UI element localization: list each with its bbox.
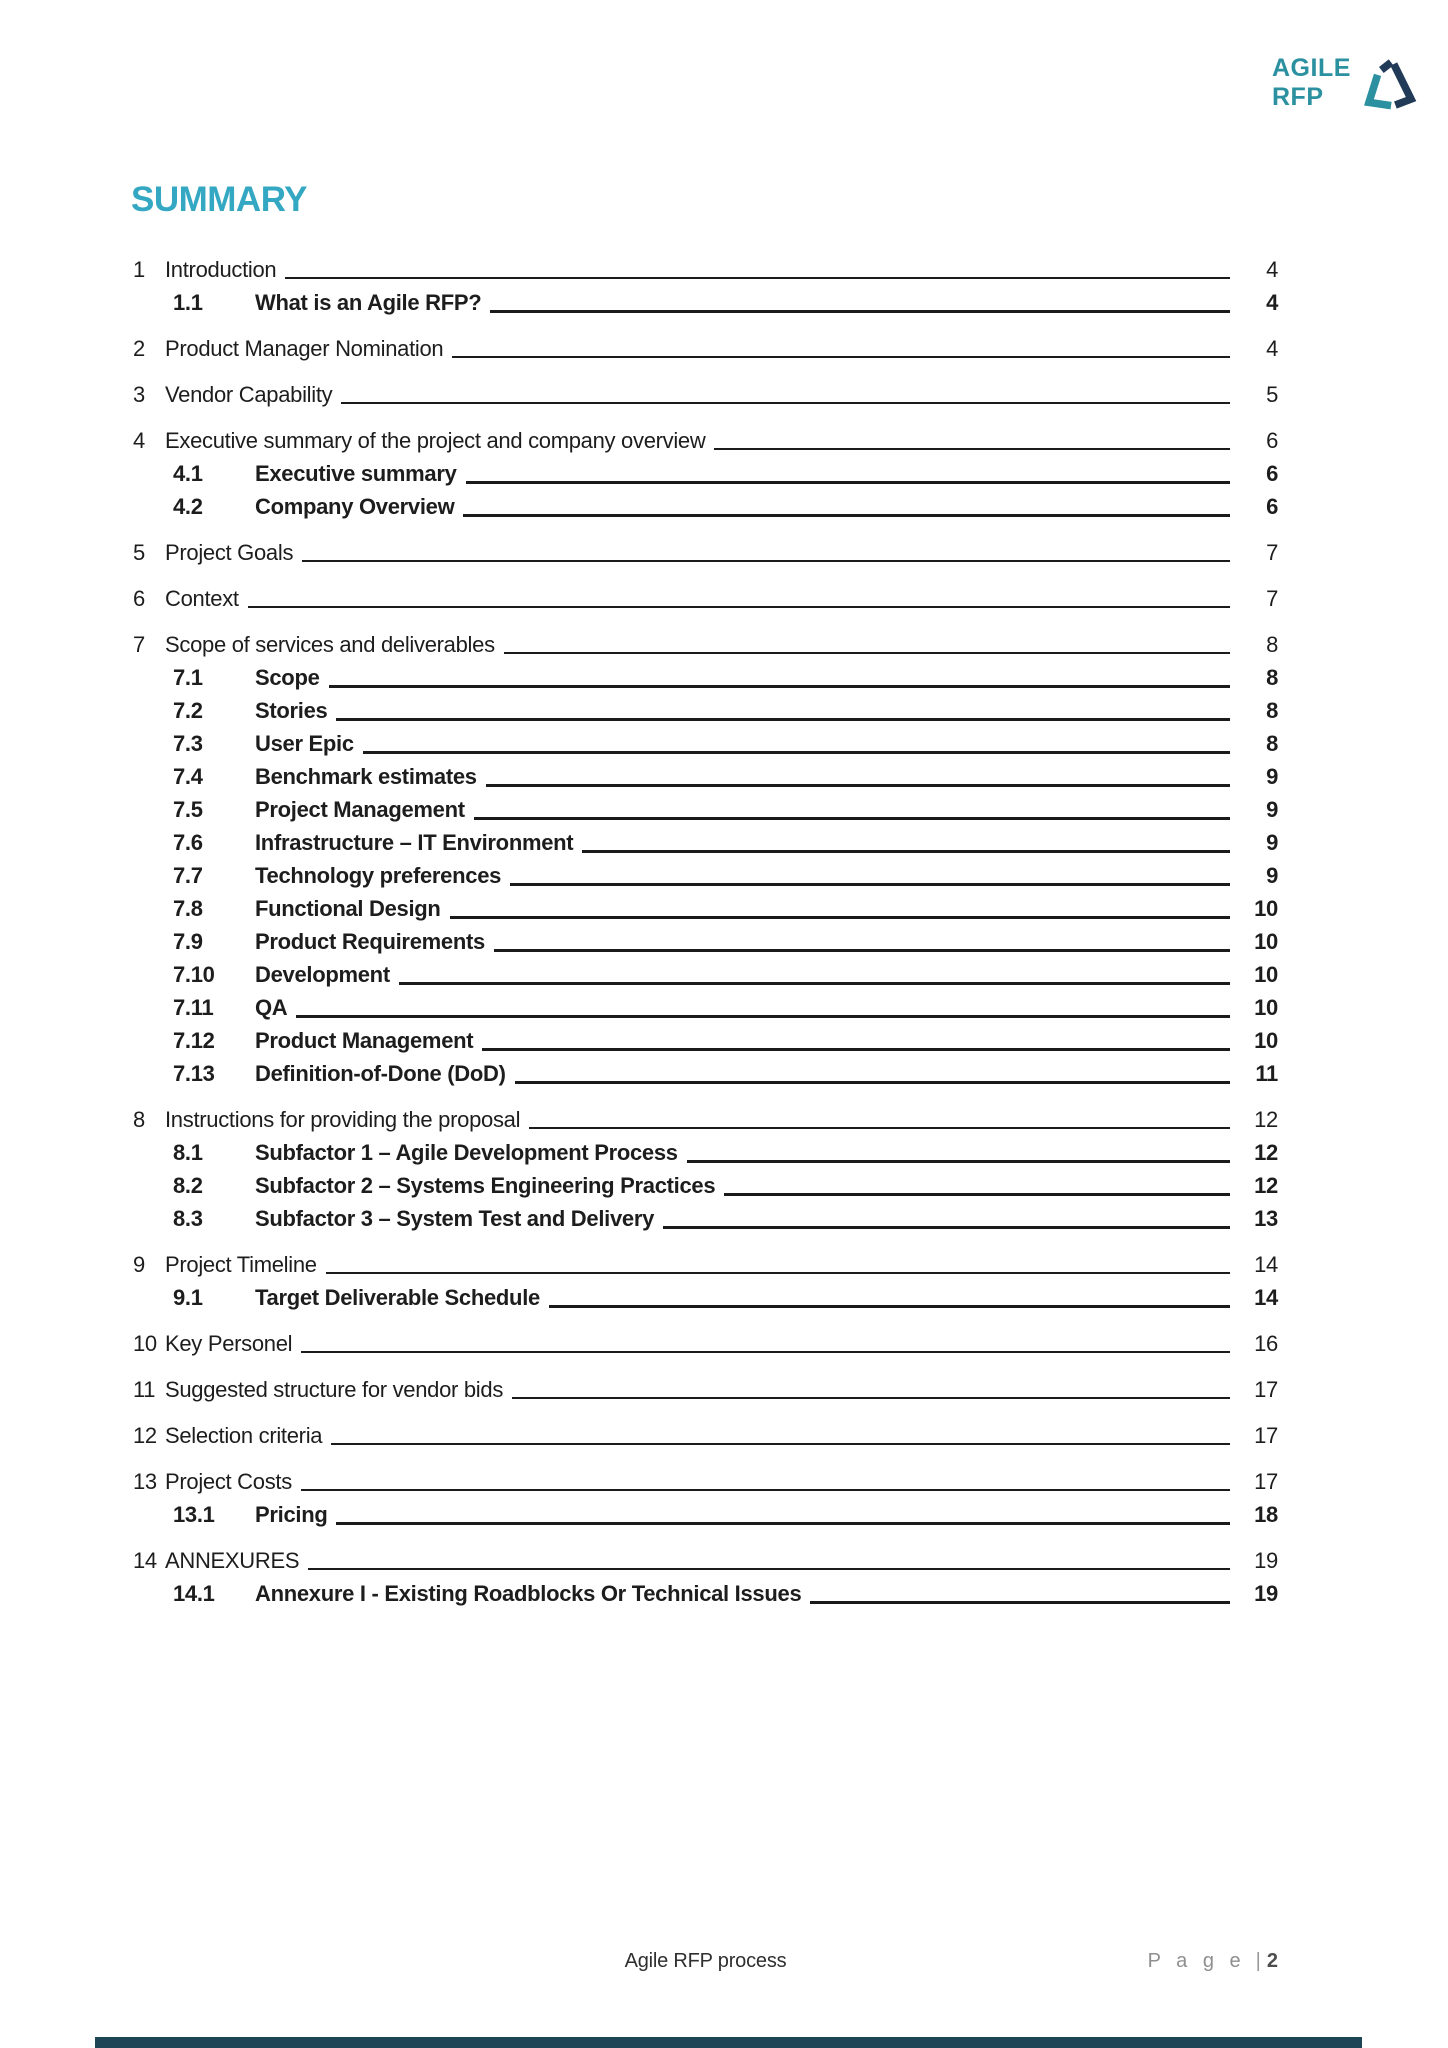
toc-entry-label: What is an Agile RFP? — [255, 290, 482, 315]
toc-entry-page: 6 — [1266, 428, 1278, 453]
toc-entry — [133, 661, 1278, 694]
toc-leader-line — [490, 310, 1230, 313]
toc-leader-line — [296, 1015, 1230, 1018]
toc-entry-page: 10 — [1254, 896, 1278, 921]
toc-entry — [133, 892, 1278, 925]
toc-entry-number: 7.6 — [173, 830, 203, 855]
toc-entry-label: Scope of services and deliverables — [165, 632, 495, 657]
toc-entry-label: Product Manager Nomination — [165, 336, 444, 361]
footer-page-label — [1148, 1950, 1278, 1973]
toc-entry — [133, 1373, 1278, 1406]
toc-entry-number: 7.4 — [173, 764, 203, 789]
toc-leader-line — [336, 718, 1230, 721]
toc-entry-page: 12 — [1254, 1107, 1278, 1132]
toc-entry-label: Development — [255, 962, 390, 987]
toc-leader-line — [474, 817, 1230, 820]
toc-entry-number: 8.3 — [173, 1206, 203, 1231]
toc-entry-label: Project Management — [255, 797, 465, 822]
toc-entry-number: 14.1 — [173, 1581, 215, 1606]
toc-entry-label: Executive summary of the project and company overview — [165, 428, 706, 453]
toc-leader-line — [494, 949, 1230, 952]
toc-entry-label: Definition-of-Done (DoD) — [255, 1061, 506, 1086]
toc-entry-page: 9 — [1266, 764, 1278, 789]
toc-entry — [133, 826, 1278, 859]
toc-entry-label: Suggested structure for vendor bids — [165, 1377, 504, 1402]
toc-entry-page: 6 — [1266, 494, 1278, 519]
toc-entry-page: 8 — [1266, 731, 1278, 756]
toc-entry — [133, 424, 1278, 457]
toc-leader-line — [326, 1272, 1230, 1274]
toc-entry — [133, 859, 1278, 892]
toc-entry-label: Infrastructure – IT Environment — [255, 830, 574, 855]
toc-entry-label: Product Management — [255, 1028, 474, 1053]
toc-entry-label: Subfactor 2 – Systems Engineering Practices — [255, 1173, 716, 1198]
toc-leader-line — [687, 1160, 1230, 1163]
toc-entry — [133, 1465, 1278, 1498]
toc-leader-line — [301, 1489, 1230, 1491]
toc-entry-page: 8 — [1266, 665, 1278, 690]
toc-leader-line — [285, 277, 1230, 279]
toc-leader-line — [466, 481, 1230, 484]
toc-entry — [133, 958, 1278, 991]
toc-entry-page: 9 — [1266, 830, 1278, 855]
toc-entry-number: 7.5 — [173, 797, 203, 822]
toc-entry-label: Key Personel — [165, 1331, 293, 1356]
toc-entry-label: Product Requirements — [255, 929, 485, 954]
footer-page-separator: | — [1255, 1950, 1261, 1972]
toc-leader-line — [399, 982, 1230, 985]
logo-wordmark — [1272, 54, 1351, 112]
toc-entry — [133, 727, 1278, 760]
toc-entry — [133, 1419, 1278, 1452]
toc-entry-number: 11 — [133, 1377, 156, 1402]
toc-entry-label: Subfactor 1 – Agile Development Process — [255, 1140, 678, 1165]
toc-entry-number: 8 — [133, 1107, 145, 1132]
toc-leader-line — [452, 356, 1230, 358]
toc-entry — [133, 1248, 1278, 1281]
toc-entry-number: 9 — [133, 1252, 145, 1277]
toc-entry-page: 7 — [1266, 540, 1278, 565]
toc-entry-page: 5 — [1266, 382, 1278, 407]
toc-entry-page: 17 — [1254, 1423, 1278, 1448]
footer-page-number: 2 — [1266, 1950, 1278, 1972]
toc-entry-label: Target Deliverable Schedule — [255, 1285, 540, 1310]
toc-leader-line — [329, 685, 1230, 688]
toc-entry-label: Introduction — [165, 257, 277, 282]
toc-entry-page: 10 — [1254, 1028, 1278, 1053]
toc-entry — [133, 1498, 1278, 1531]
toc-leader-line — [331, 1443, 1230, 1445]
toc-entry-number: 7.12 — [173, 1028, 215, 1053]
toc-entry-number: 1 — [133, 257, 145, 282]
toc-leader-line — [510, 883, 1230, 886]
toc-entry — [133, 1577, 1278, 1610]
toc-leader-line — [810, 1601, 1230, 1604]
toc-entry-number: 4 — [133, 428, 145, 453]
toc-entry-number: 3 — [133, 382, 145, 407]
toc-entry — [133, 378, 1278, 411]
toc-leader-line — [582, 850, 1230, 853]
toc-entry — [133, 1024, 1278, 1057]
toc-entry-label: Company Overview — [255, 494, 455, 519]
toc-entry-page: 9 — [1266, 863, 1278, 888]
toc-entry-number: 7 — [133, 632, 145, 657]
toc-entry-label: QA — [255, 995, 288, 1020]
toc-entry — [133, 286, 1278, 319]
toc-entry — [133, 1281, 1278, 1314]
toc-leader-line — [336, 1522, 1230, 1525]
toc-entry-number: 7.3 — [173, 731, 203, 756]
toc-entry-page: 8 — [1266, 632, 1278, 657]
toc-leader-line — [724, 1193, 1230, 1196]
toc-entry-page: 9 — [1266, 797, 1278, 822]
toc-entry-page: 13 — [1254, 1206, 1278, 1231]
bottom-accent-bar — [95, 2037, 1362, 2048]
toc-entry-page: 10 — [1254, 995, 1278, 1020]
toc-entry-page: 8 — [1266, 698, 1278, 723]
toc-entry — [133, 925, 1278, 958]
toc-entry — [133, 1103, 1278, 1136]
toc-entry-number: 7.1 — [173, 665, 203, 690]
toc-entry-page: 4 — [1266, 290, 1278, 315]
toc-entry — [133, 582, 1278, 615]
toc-entry-page: 17 — [1254, 1377, 1278, 1402]
toc-entry-page: 6 — [1266, 461, 1278, 486]
toc-entry-page: 14 — [1254, 1285, 1278, 1310]
toc-entry-page: 12 — [1254, 1173, 1278, 1198]
toc-entry-page: 16 — [1254, 1331, 1278, 1356]
toc-entry-page: 18 — [1254, 1502, 1278, 1527]
logo-line2: RFP — [1272, 83, 1324, 111]
toc-entry-number: 7.10 — [173, 962, 215, 987]
toc-entry-number: 13 — [133, 1469, 157, 1494]
toc-entry-number: 9.1 — [173, 1285, 203, 1310]
toc-entry — [133, 760, 1278, 793]
toc-leader-line — [363, 751, 1230, 754]
toc-leader-line — [663, 1226, 1230, 1229]
toc-entry — [133, 536, 1278, 569]
toc-leader-line — [341, 402, 1230, 404]
toc-leader-line — [308, 1568, 1230, 1570]
toc-entry-number: 7.13 — [173, 1061, 215, 1086]
toc-leader-line — [463, 514, 1230, 517]
toc-entry-number: 5 — [133, 540, 145, 565]
toc-entry-page: 19 — [1254, 1581, 1278, 1606]
agile-rfp-logo — [1272, 54, 1417, 116]
toc-entry — [133, 991, 1278, 1024]
toc-entry — [133, 1136, 1278, 1169]
table-of-contents — [133, 240, 1278, 1610]
toc-leader-line — [450, 916, 1230, 919]
toc-entry-label: Vendor Capability — [165, 382, 333, 407]
toc-leader-line — [549, 1305, 1230, 1308]
footer-page-word: P a g e — [1147, 1950, 1246, 1972]
logo-line1: AGILE — [1272, 54, 1351, 82]
toc-entry-label: Stories — [255, 698, 328, 723]
footer-doc-title: Agile RFP process — [624, 1950, 787, 1972]
toc-entry — [133, 253, 1278, 286]
toc-entry-page: 7 — [1266, 586, 1278, 611]
toc-leader-line — [515, 1081, 1230, 1084]
toc-entry-number: 7.8 — [173, 896, 203, 921]
toc-entry — [133, 1544, 1278, 1577]
toc-entry — [133, 1327, 1278, 1360]
toc-entry-number: 10 — [133, 1331, 157, 1356]
toc-entry — [133, 1057, 1278, 1090]
toc-entry-label: Annexure I - Existing Roadblocks Or Technical Issues — [255, 1581, 802, 1606]
toc-entry-label: Executive summary — [255, 461, 457, 486]
toc-entry-number: 14 — [133, 1548, 157, 1573]
toc-entry-label: Subfactor 3 – System Test and Delivery — [255, 1206, 655, 1231]
toc-entry-number: 8.1 — [173, 1140, 203, 1165]
toc-entry — [133, 793, 1278, 826]
toc-entry-page: 17 — [1254, 1469, 1278, 1494]
toc-leader-line — [248, 606, 1230, 608]
toc-entry-number: 4.2 — [173, 494, 203, 519]
toc-entry-number: 12 — [133, 1423, 157, 1448]
toc-entry — [133, 694, 1278, 727]
toc-leader-line — [504, 652, 1230, 654]
toc-entry-label: Instructions for providing the proposal — [165, 1107, 521, 1132]
toc-entry-number: 6 — [133, 586, 145, 611]
toc-entry-label: Project Timeline — [165, 1252, 317, 1277]
toc-entry-number: 7.11 — [173, 995, 214, 1020]
toc-entry-number: 13.1 — [173, 1502, 215, 1527]
toc-entry-page: 10 — [1254, 962, 1278, 987]
toc-entry-label: Project Costs — [165, 1469, 292, 1494]
toc-entry-page: 11 — [1255, 1061, 1278, 1086]
toc-leader-line — [714, 448, 1230, 450]
toc-leader-line — [482, 1048, 1230, 1051]
toc-leader-line — [529, 1127, 1230, 1129]
toc-leader-line — [512, 1397, 1230, 1399]
triangle-logo-icon — [1363, 57, 1417, 116]
toc-entry-label: Technology preferences — [255, 863, 502, 888]
toc-entry-label: Project Goals — [165, 540, 294, 565]
toc-entry-label: Selection criteria — [165, 1423, 323, 1448]
toc-entry-number: 7.9 — [173, 929, 203, 954]
toc-leader-line — [486, 784, 1230, 787]
toc-entry-number: 8.2 — [173, 1173, 203, 1198]
toc-entry-label: Functional Design — [255, 896, 441, 921]
toc-entry-label: Scope — [255, 665, 320, 690]
toc-entry-page: 4 — [1266, 257, 1278, 282]
toc-entry — [133, 332, 1278, 365]
toc-entry-page: 10 — [1254, 929, 1278, 954]
toc-entry-page: 12 — [1254, 1140, 1278, 1165]
page-title: SUMMARY — [131, 180, 308, 219]
toc-entry-label: ANNEXURES — [165, 1548, 300, 1573]
toc-entry-label: Benchmark estimates — [255, 764, 477, 789]
toc-entry-number: 2 — [133, 336, 145, 361]
toc-entry-number: 1.1 — [173, 290, 203, 315]
toc-entry-label: Context — [165, 586, 239, 611]
toc-entry-page: 14 — [1254, 1252, 1278, 1277]
toc-entry — [133, 457, 1278, 490]
toc-entry-number: 7.7 — [173, 863, 203, 888]
toc-entry-label: Pricing — [255, 1502, 328, 1527]
toc-entry-page: 19 — [1254, 1548, 1278, 1573]
toc-entry — [133, 1202, 1278, 1235]
toc-entry-page: 4 — [1266, 336, 1278, 361]
toc-entry — [133, 628, 1278, 661]
page-footer — [133, 1950, 1278, 1978]
toc-entry-number: 4.1 — [173, 461, 203, 486]
toc-entry-number: 7.2 — [173, 698, 203, 723]
toc-leader-line — [301, 1351, 1230, 1353]
toc-leader-line — [302, 560, 1230, 562]
toc-entry — [133, 1169, 1278, 1202]
toc-entry-label: User Epic — [255, 731, 354, 756]
toc-entry — [133, 490, 1278, 523]
